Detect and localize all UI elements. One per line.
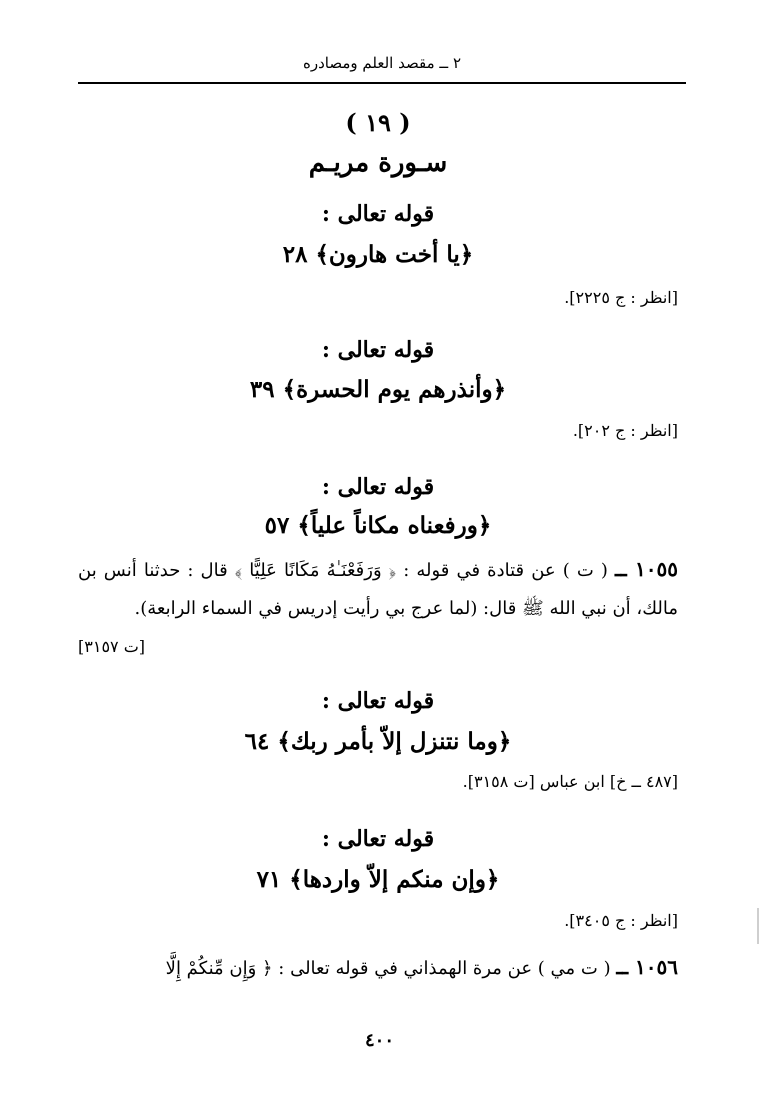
header-rule [78,82,686,84]
page-number: ٤٠٠ [364,1030,394,1051]
hadith-entry [78,550,678,666]
ayah-line: ﴿ورفعناه مكاناً علياً﴾ ٥٧ [264,512,492,539]
section-heading: قوله تعالى : [321,474,435,500]
cross-reference: [انظر : ج ٢٢٢٥]. [564,288,678,307]
surah-number: ( ١٩ ) [345,108,411,137]
cross-reference: [٤٨٧ ــ خ] ابن عباس [ت ٣١٥٨]. [462,772,678,791]
hadith-number: ١٠٥٥ ــ [614,557,678,581]
section-heading: قوله تعالى : [321,201,435,227]
ayah-line: ﴿وأنذرهم يوم الحسرة﴾ ٣٩ [249,376,507,403]
cross-reference: [انظر : ج ٢٠٢]. [572,421,678,440]
cross-reference: [انظر : ج ٣٤٠٥]. [564,911,678,930]
hadith-entry [78,948,678,988]
hadith-text: ( ت مي ) عن مرة الهمذاني في قوله تعالى : ﴿ وَإِن مِّنكُمْ إِلَّا [165,958,611,979]
ayah-line: ﴿يا أخت هارون﴾ ٢٨ [282,241,474,268]
running-title: ٢ ــ مقصد العلم ومصادره [303,54,461,72]
section-heading: قوله تعالى : [321,688,435,714]
ayah-line: ﴿وإن منكم إلاّ واردها﴾ ٧١ [256,866,500,893]
surah-title: سـورة مريـم [308,148,448,178]
hadith-source-ref: [ت ٣١٥٧] [78,637,146,656]
section-heading: قوله تعالى : [321,337,435,363]
section-heading: قوله تعالى : [321,826,435,852]
hadith-number: ١٠٥٦ ــ [616,955,678,979]
hadith-text: ( ت ) عن قتادة في قوله : ﴿ وَرَفَعْنَـٰهُ مَكَانًا عَلِيًّا ﴾ قال : حدثنا أنس بن مالك، أن نبي الله ﷺ قال: (لما عرج بي رأيت إدريس في السماء الرابعة). [78,560,678,619]
ayah-line: ﴿وما نتنزل إلاّ بأمر ربك﴾ ٦٤ [244,728,512,755]
